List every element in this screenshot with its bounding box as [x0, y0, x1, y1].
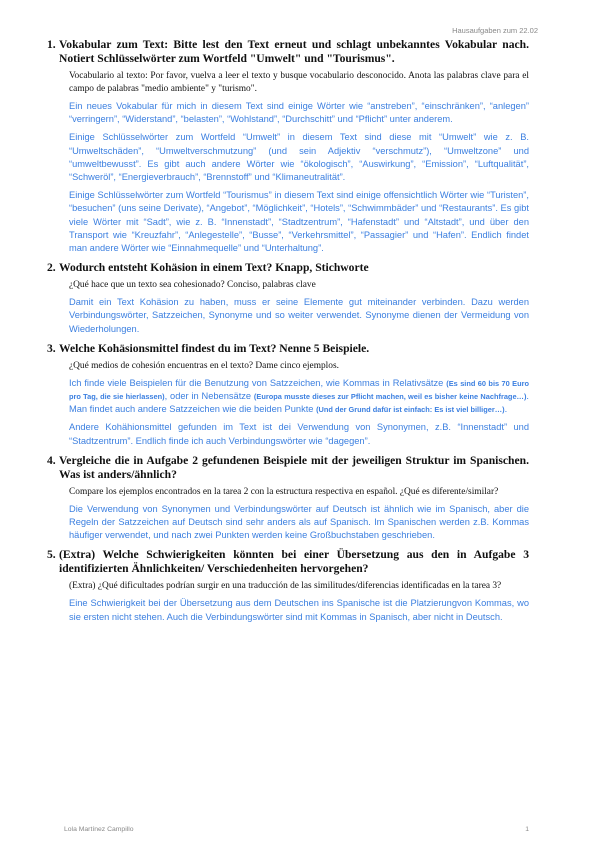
question-5	[47, 548, 529, 623]
answer-paragraph: Eine Schwierigkeit bei der Übersetzung aus dem Deutschen ins Spanische ist die Platzierungvon Kommas, wo sie ersten nicht stehen. Auch die Verbindungswörter sind mit Kommas in Spanisch, aber nicht in Deutsch.	[69, 598, 529, 622]
question-heading: 1. Vokabular zum Text: Bitte lest den Text erneut und schlagt unbekanntes Vokabular nach. Notiert Schlüsselwörter zum Wortfeld "Umwelt" und "Tourismus".	[47, 38, 529, 65]
answer-paragraph: Einige Schlüsselwörter zum Wortfeld “Umwelt” in diesem Text sind diese mit “Umwelt” wie z. B. “Umweltschäden”, “Umweltverschmutzung” (und sein Adjektiv “verschmutz”), “Umweltzone” und “umweltbewusst”. Es gibt auch andere Wörter wie “ökologisch”, “Auswirkung”, “Emission”, “Luftqualität”, “Schweröl”, “Energieverbrauch”, “Brennstoff” und “Klimaneutralität”.	[69, 132, 529, 183]
question-4	[47, 453, 529, 543]
document-content	[47, 38, 530, 630]
answer-paragraph: Die Verwendung von Synonymen und Verbindungswörter auf Deutsch ist ähnlich wie im Spanisch, aber die Regeln der Satzzeichen auf Deutsch sind sehr anders als auf Spanisch. Im Spanischen werden z.B. Kommas häufiger verwendet, und nach zwei Punkten werden keine Großbuchstaben geschrieben.	[69, 503, 529, 541]
example-quote: (Es sind 60 bis 70 Euro pro Tag, die sie hierlassen)	[69, 378, 529, 402]
header-note: Hausaufgaben zum 22.02	[452, 26, 538, 35]
question-heading: 4. Vergleiche die in Aufgabe 2 gefundenen Beispiele mit der jeweiligen Struktur im Spanischen. Was ist anders/ähnlich?	[47, 453, 529, 481]
footer-author: Lola Martínez Campillo	[64, 826, 134, 833]
answer-paragraph: Ich finde viele Beispielen für die Benutzung von Satzzeichen, wie Kommas in Relativsätze (Es sind 60 bis 70 Euro pro Tag, die sie hierlassen), oder in Nebensätze (Europa musste dieses zur Pflicht machen, weil es bisher keine Nachfrage…). Man findet auch andere Satzzeichen wie die beiden Punkte (Und der Grund dafür ist einfach: Es ist viel billiger…).	[69, 377, 530, 415]
question-3	[47, 341, 530, 448]
example-quote: (Und der Grund dafür ist einfach: Es ist viel billiger…)	[316, 405, 505, 415]
answer-paragraph: Damit ein Text Kohäsion zu haben, muss er seine Elemente gut miteinander verbinden. Dazu werden Verbindungswörter, Satzzeichen, Synonyme und so weiter verwendet. Synonyme dienen der Vermeidung von Wiederholungen.	[69, 297, 529, 334]
question-translation: ¿Qué medios de cohesión encuentras en el texto? Dame cinco ejemplos.	[69, 360, 339, 371]
question-translation: Vocabulario al texto: Por favor, vuelva a leer el texto y busque vocabulario desconocido. Anota las palabras clave para el campo de palabras "medio ambiente" y "turismo".	[69, 71, 529, 94]
question-heading: 5. (Extra) Welche Schwierigkeiten könnten bei einer Übersetzung aus den in Aufgabe 3 identifizierten Ähnlichkeiten/ Verschiedenheiten hervorgehen?	[47, 548, 529, 576]
question-translation: ¿Qué hace que un texto sea cohesionado? Conciso, palabras clave	[69, 280, 316, 291]
question-heading: 2. Wodurch entsteht Kohäsion in einem Text? Knapp, Stichworte	[47, 261, 369, 275]
page-number: 1	[525, 826, 529, 833]
question-translation: (Extra) ¿Qué dificultades podrían surgir en una traducción de las similitudes/diferencias identificadas en la tarea 3?	[69, 581, 502, 592]
answer-paragraph: Andere Kohähionsmittel gefunden im Text ist dei Verwendung von Synonymen, z.B. “Innenstadt” und “Stadtzentrum”. Endlich finde ich auch Verbindungswörter wie “dagegen”.	[69, 422, 529, 446]
question-1	[47, 38, 529, 255]
question-translation: Compare los ejemplos encontrados en la tarea 2 con la estructura respectiva en español. ¿Qué es diferente/similar?	[69, 486, 499, 497]
example-quote: (Europa musste dieses zur Pflicht machen, weil es bisher keine Nachfrage…)	[253, 392, 527, 402]
question-2	[47, 261, 529, 336]
question-heading: 3. Welche Kohäsionsmittel findest du im Text? Nenne 5 Beispiele.	[47, 341, 370, 355]
answer-paragraph: Einige Schlüsselwörter zum Wortfeld “Tourismus” in diesem Text sind einige offensichtlich Wörter wie “Turisten”, “besuchen” (uns seine Derivate), “Angebot”, “Möglichkeit”, “Hotels”, “Schwimmbäder” und “Restaurants”. Es gibt viele Wörter mit “Sadt”, wie z. B. “Innenstadt”, “Stadtzentrum”, “Hafenstadt” und “Altstadt”, und über den Transport wie “Kreuzfahr”, “Anlegestelle”, “Busse”, “Verkehrsmittel”, “Passagier” und “Hafen”. Endlich findet man andere Wörter wie “Einnahmequelle” und “Unterhaltung”.	[69, 190, 529, 254]
answer-paragraph: Ein neues Vokabular für mich in diesem Text sind einige Wörter wie “anstreben”, “einschränken”, “anlegen” “verringern”, “Widerstand”, “belasten”, “Wohlstand”, “Durchschitt” und “Pflicht” unter anderem.	[69, 101, 529, 125]
